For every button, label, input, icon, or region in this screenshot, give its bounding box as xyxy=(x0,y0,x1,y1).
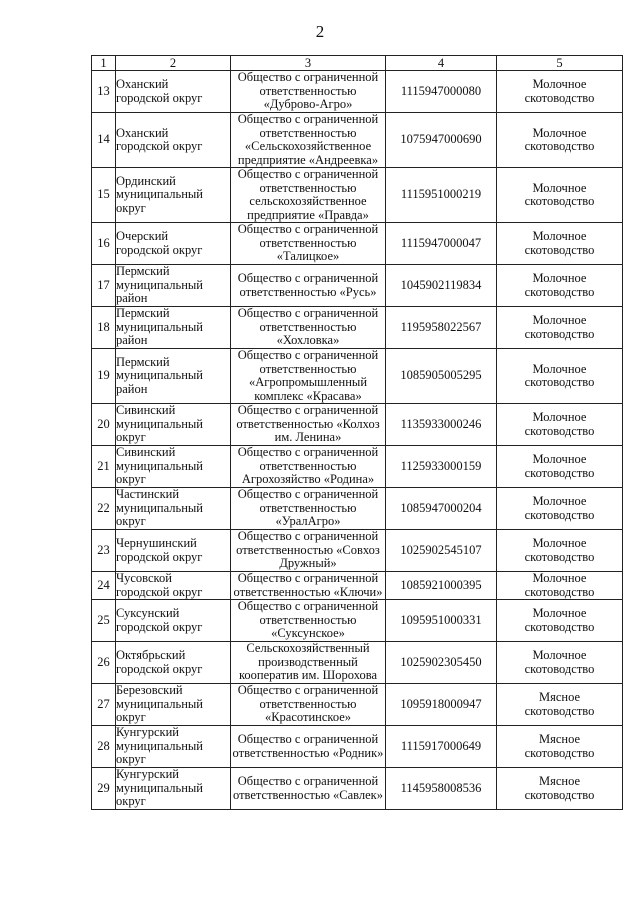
activity-cell: Молочное скотоводство xyxy=(497,223,623,265)
district-cell: Частинский муниципальный округ xyxy=(116,488,231,530)
organization-cell: Общество с ограниченной ответственностью «Ключи» xyxy=(231,572,386,600)
activity-cell: Молочное скотоводство xyxy=(497,642,623,684)
activity-cell: Молочное скотоводство xyxy=(497,113,623,168)
activity-cell: Молочное скотоводство xyxy=(497,600,623,642)
district-cell: Чусовской городской округ xyxy=(116,572,231,600)
district-cell: Оханский городской округ xyxy=(116,71,231,113)
table-row xyxy=(92,223,623,265)
table-row xyxy=(92,307,623,349)
district-cell: Оханский городской округ xyxy=(116,113,231,168)
organization-cell: Общество с ограниченной ответственностью «Колхоз им. Ленина» xyxy=(231,404,386,446)
organization-cell: Общество с ограниченной ответственностью «Дуброво-Агро» xyxy=(231,71,386,113)
organization-cell: Общество с ограниченной ответственностью «Хохловка» xyxy=(231,307,386,349)
row-number: 28 xyxy=(92,726,116,768)
activity-cell: Молочное скотоводство xyxy=(497,572,623,600)
row-number: 15 xyxy=(92,168,116,223)
header-col-3: 3 xyxy=(231,56,386,71)
activity-cell: Мясное скотоводство xyxy=(497,726,623,768)
activity-cell: Молочное скотоводство xyxy=(497,307,623,349)
header-col-2: 2 xyxy=(116,56,231,71)
ogrn-cell: 1125933000159 xyxy=(386,446,497,488)
ogrn-cell: 1085905005295 xyxy=(386,349,497,404)
ogrn-cell: 1195958022567 xyxy=(386,307,497,349)
ogrn-cell: 1075947000690 xyxy=(386,113,497,168)
organization-cell: Общество с ограниченной ответственностью «Талицкое» xyxy=(231,223,386,265)
ogrn-cell: 1115951000219 xyxy=(386,168,497,223)
district-cell: Кунгурский муниципальный округ xyxy=(116,726,231,768)
ogrn-cell: 1115947000080 xyxy=(386,71,497,113)
table-row xyxy=(92,726,623,768)
organization-cell: Общество с ограниченной ответственностью «Русь» xyxy=(231,265,386,307)
activity-cell: Молочное скотоводство xyxy=(497,265,623,307)
organization-cell: Общество с ограниченной ответственностью сельскохозяйственное предприятие «Правда» xyxy=(231,168,386,223)
ogrn-cell: 1095918000947 xyxy=(386,684,497,726)
ogrn-cell: 1025902305450 xyxy=(386,642,497,684)
row-number: 14 xyxy=(92,113,116,168)
activity-cell: Молочное скотоводство xyxy=(497,488,623,530)
table-row xyxy=(92,446,623,488)
ogrn-cell: 1045902119834 xyxy=(386,265,497,307)
district-cell: Кунгурский муниципальный округ xyxy=(116,768,231,810)
organization-cell: Общество с ограниченной ответственностью «Сельскохозяйственное предприятие «Андреевка» xyxy=(231,113,386,168)
organization-cell: Общество с ограниченной ответственностью «Красотинское» xyxy=(231,684,386,726)
activity-cell: Молочное скотоводство xyxy=(497,349,623,404)
ogrn-cell: 1115917000649 xyxy=(386,726,497,768)
district-cell: Чернушинский городской округ xyxy=(116,530,231,572)
activity-cell: Мясное скотоводство xyxy=(497,768,623,810)
registry-table xyxy=(91,55,623,810)
row-number: 27 xyxy=(92,684,116,726)
page-number: 2 xyxy=(315,22,325,41)
table-row xyxy=(92,684,623,726)
row-number: 26 xyxy=(92,642,116,684)
ogrn-cell: 1145958008536 xyxy=(386,768,497,810)
row-number: 21 xyxy=(92,446,116,488)
table-row xyxy=(92,349,623,404)
table-row xyxy=(92,488,623,530)
row-number: 25 xyxy=(92,600,116,642)
district-cell: Пермский муниципальный район xyxy=(116,307,231,349)
ogrn-cell: 1085947000204 xyxy=(386,488,497,530)
activity-cell: Молочное скотоводство xyxy=(497,446,623,488)
table-body xyxy=(92,71,623,810)
district-cell: Суксунский городской округ xyxy=(116,600,231,642)
table-header xyxy=(92,56,623,71)
organization-cell: Общество с ограниченной ответственностью «УралАгро» xyxy=(231,488,386,530)
table-row xyxy=(92,404,623,446)
ogrn-cell: 1135933000246 xyxy=(386,404,497,446)
district-cell: Пермский муниципальный район xyxy=(116,265,231,307)
district-cell: Сивинский муниципальный округ xyxy=(116,446,231,488)
row-number: 22 xyxy=(92,488,116,530)
table-row xyxy=(92,530,623,572)
activity-cell: Мясное скотоводство xyxy=(497,684,623,726)
district-cell: Сивинский муниципальный округ xyxy=(116,404,231,446)
district-cell: Пермский муниципальный район xyxy=(116,349,231,404)
header-col-4: 4 xyxy=(386,56,497,71)
ogrn-cell: 1085921000395 xyxy=(386,572,497,600)
row-number: 23 xyxy=(92,530,116,572)
organization-cell: Общество с ограниченной ответственностью «Совхоз Дружный» xyxy=(231,530,386,572)
ogrn-cell: 1025902545107 xyxy=(386,530,497,572)
header-row xyxy=(92,56,623,71)
organization-cell: Общество с ограниченной ответственностью «Суксунское» xyxy=(231,600,386,642)
table-row xyxy=(92,642,623,684)
district-cell: Очерский городской округ xyxy=(116,223,231,265)
row-number: 19 xyxy=(92,349,116,404)
activity-cell: Молочное скотоводство xyxy=(497,71,623,113)
ogrn-cell: 1115947000047 xyxy=(386,223,497,265)
organization-cell: Общество с ограниченной ответственностью Агрохозяйство «Родина» xyxy=(231,446,386,488)
district-cell: Октябрьский городской округ xyxy=(116,642,231,684)
table-row xyxy=(92,265,623,307)
activity-cell: Молочное скотоводство xyxy=(497,404,623,446)
district-cell: Березовский муниципальный округ xyxy=(116,684,231,726)
activity-cell: Молочное скотоводство xyxy=(497,168,623,223)
organization-cell: Сельскохозяйственный производственный кооператив им. Шорохова xyxy=(231,642,386,684)
organization-cell: Общество с ограниченной ответственностью «Савлек» xyxy=(231,768,386,810)
row-number: 29 xyxy=(92,768,116,810)
header-col-1: 1 xyxy=(92,56,116,71)
row-number: 20 xyxy=(92,404,116,446)
activity-cell: Молочное скотоводство xyxy=(497,530,623,572)
table-row xyxy=(92,113,623,168)
organization-cell: Общество с ограниченной ответственностью «Родник» xyxy=(231,726,386,768)
table-row xyxy=(92,572,623,600)
header-col-5: 5 xyxy=(497,56,623,71)
table-row xyxy=(92,71,623,113)
organization-cell: Общество с ограниченной ответственностью «Агропромышленный комплекс «Красава» xyxy=(231,349,386,404)
row-number: 18 xyxy=(92,307,116,349)
table-row xyxy=(92,168,623,223)
row-number: 17 xyxy=(92,265,116,307)
table-row xyxy=(92,768,623,810)
row-number: 16 xyxy=(92,223,116,265)
row-number: 13 xyxy=(92,71,116,113)
district-cell: Ординский муниципальный округ xyxy=(116,168,231,223)
table-row xyxy=(92,600,623,642)
row-number: 24 xyxy=(92,572,116,600)
ogrn-cell: 1095951000331 xyxy=(386,600,497,642)
